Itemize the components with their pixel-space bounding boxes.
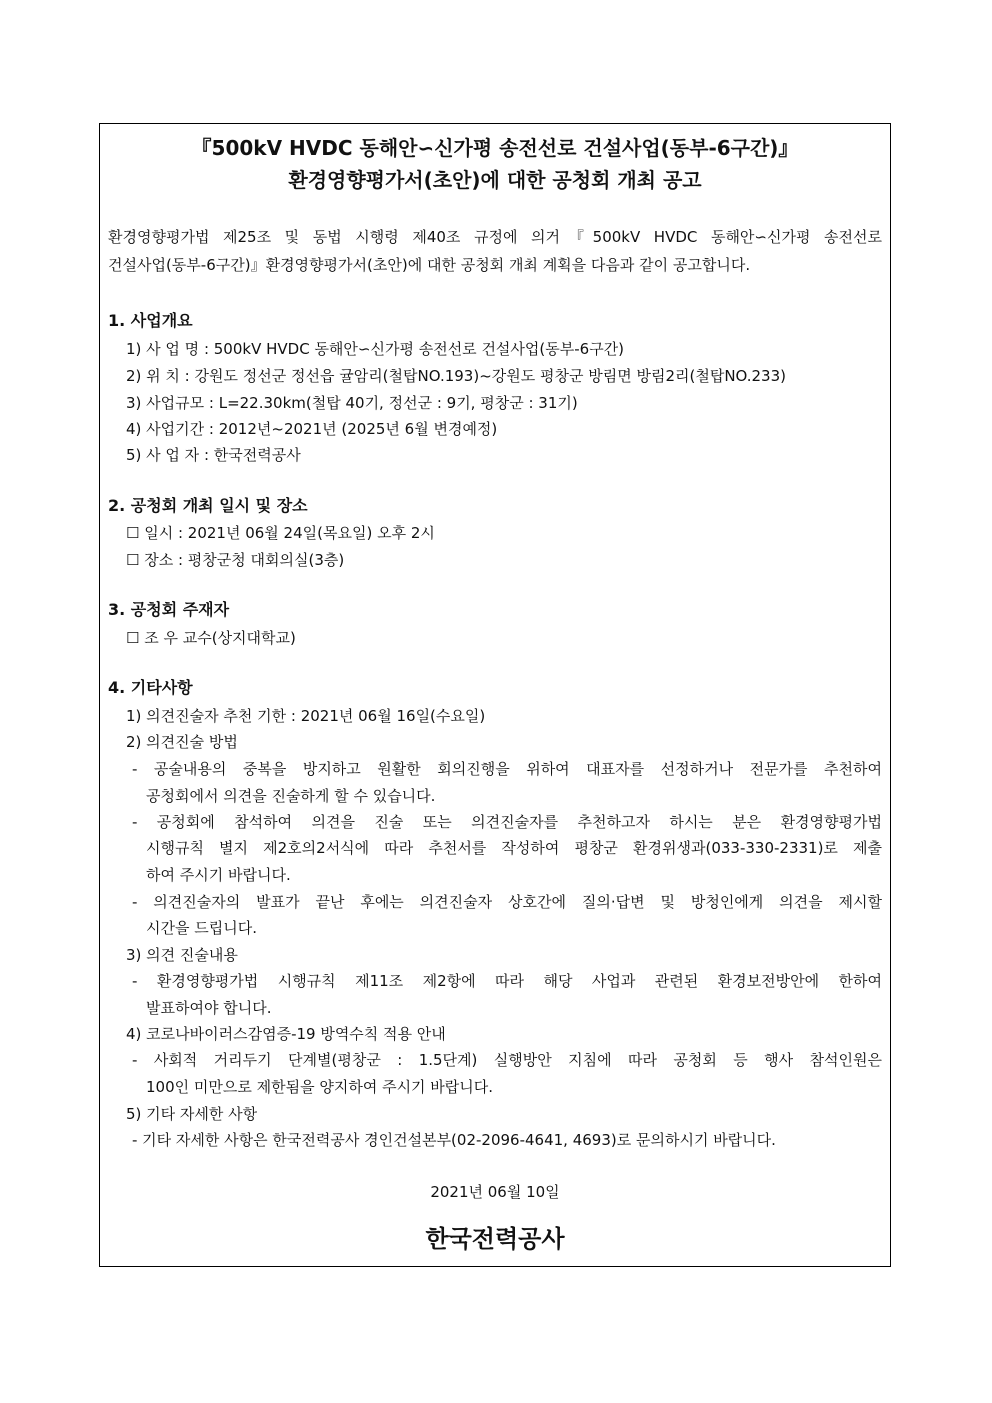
section4-item1: 1) 의견진술자 추천 기한 : 2021년 06월 16일(수요일) xyxy=(126,707,486,725)
issuer-organization: 한국전력공사 xyxy=(425,1225,565,1253)
section2-item-datetime: ☐ 일시 : 2021년 06월 24일(목요일) 오후 2시 xyxy=(126,524,435,542)
section3-item-chair: ☐ 조 우 교수(상지대학교) xyxy=(126,629,296,647)
section4-item2-b2: 시행규칙 별지 제2호의2서식에 따라 추천서를 작성하여 평창군 환경위생과(033-330-2331)로 제출 xyxy=(146,839,882,857)
notice-date: 2021년 06월 10일 xyxy=(430,1183,560,1201)
notice-frame xyxy=(99,123,891,1267)
section4-item3-a1: - 환경영향평가법 시행규칙 제11조 제2항에 따라 해당 사업과 관련된 환경보전방안에 한하여 xyxy=(132,972,882,990)
section3-heading: 3. 공청회 주재자 xyxy=(108,600,230,619)
section4-item5: 5) 기타 자세한 사항 xyxy=(126,1105,258,1123)
section4-item2-c1: - 의견진술자의 발표가 끝난 후에는 의견진술자 상호간에 질의·답변 및 방청인에게 의견을 제시할 xyxy=(132,893,882,911)
section4-item2-a1: - 공술내용의 중복을 방지하고 원활한 회의진행을 위하여 대표자를 선정하거나 전문가를 추천하여 xyxy=(132,760,882,778)
section4-item4: 4) 코로나바이러스감염증-19 방역수칙 적용 안내 xyxy=(126,1025,446,1043)
section4-item4-a2: 100인 미만으로 제한됨을 양지하여 주시기 바랍니다. xyxy=(146,1078,494,1096)
section4-item2-c2: 시간을 드립니다. xyxy=(146,919,257,937)
notice-title-line1: 『500kV HVDC 동해안∽신가평 송전선로 건설사업(동부-6구간)』 xyxy=(191,136,799,160)
section1-item-name: 1) 사 업 명 : 500kV HVDC 동해안∽신가평 송전선로 건설사업(동부-6구간) xyxy=(126,340,625,358)
section1-item-operator: 5) 사 업 자 : 한국전력공사 xyxy=(126,446,301,464)
section1-item-scale: 3) 사업규모 : L=22.30km(철탑 40기, 정선군 : 9기, 평창군 : 31기) xyxy=(126,394,578,412)
section2-heading: 2. 공청회 개최 일시 및 장소 xyxy=(108,496,308,515)
intro-line2: 건설사업(동부-6구간)』환경영향평가서(초안)에 대한 공청회 개최 계획을 다음과 같이 공고합니다. xyxy=(108,256,751,274)
section4-item3: 3) 의견 진술내용 xyxy=(126,946,238,964)
section4-item2: 2) 의견진술 방법 xyxy=(126,733,238,751)
section1-item-location: 2) 위 치 : 강원도 정선군 정선읍 귤암리(철탑NO.193)~강원도 평창군 방림면 방림2리(철탑NO.233) xyxy=(126,367,786,385)
notice-title-line2: 환경영향평가서(초안)에 대한 공청회 개최 공고 xyxy=(288,168,702,192)
section1-heading: 1. 사업개요 xyxy=(108,311,193,330)
section1-item-period: 4) 사업기간 : 2012년~2021년 (2025년 6월 변경예정) xyxy=(126,420,498,438)
intro-line1: 환경영향평가법 제25조 및 동법 시행령 제40조 규정에 의거『500kV HVDC 동해안∽신가평 송전선로 xyxy=(108,228,882,246)
section4-item2-b3: 하여 주시기 바랍니다. xyxy=(146,866,291,884)
section4-item4-a1: - 사회적 거리두기 단계별(평창군 : 1.5단계) 실행방안 지침에 따라 공청회 등 행사 참석인원은 xyxy=(132,1051,882,1069)
section4-item2-a2: 공청회에서 의견을 진술하게 할 수 있습니다. xyxy=(146,787,436,805)
section4-item2-b1: - 공청회에 참석하여 의견을 진술 또는 의견진술자를 추천하고자 하시는 분은 환경영향평가법 xyxy=(132,813,882,831)
section4-item3-a2: 발표하여야 합니다. xyxy=(146,999,272,1017)
section4-item5-a1: - 기타 자세한 사항은 한국전력공사 경인건설본부(02-2096-4641, 4693)로 문의하시기 바랍니다. xyxy=(132,1131,776,1149)
section2-item-place: ☐ 장소 : 평창군청 대회의실(3층) xyxy=(126,551,345,569)
section4-heading: 4. 기타사항 xyxy=(108,678,193,697)
